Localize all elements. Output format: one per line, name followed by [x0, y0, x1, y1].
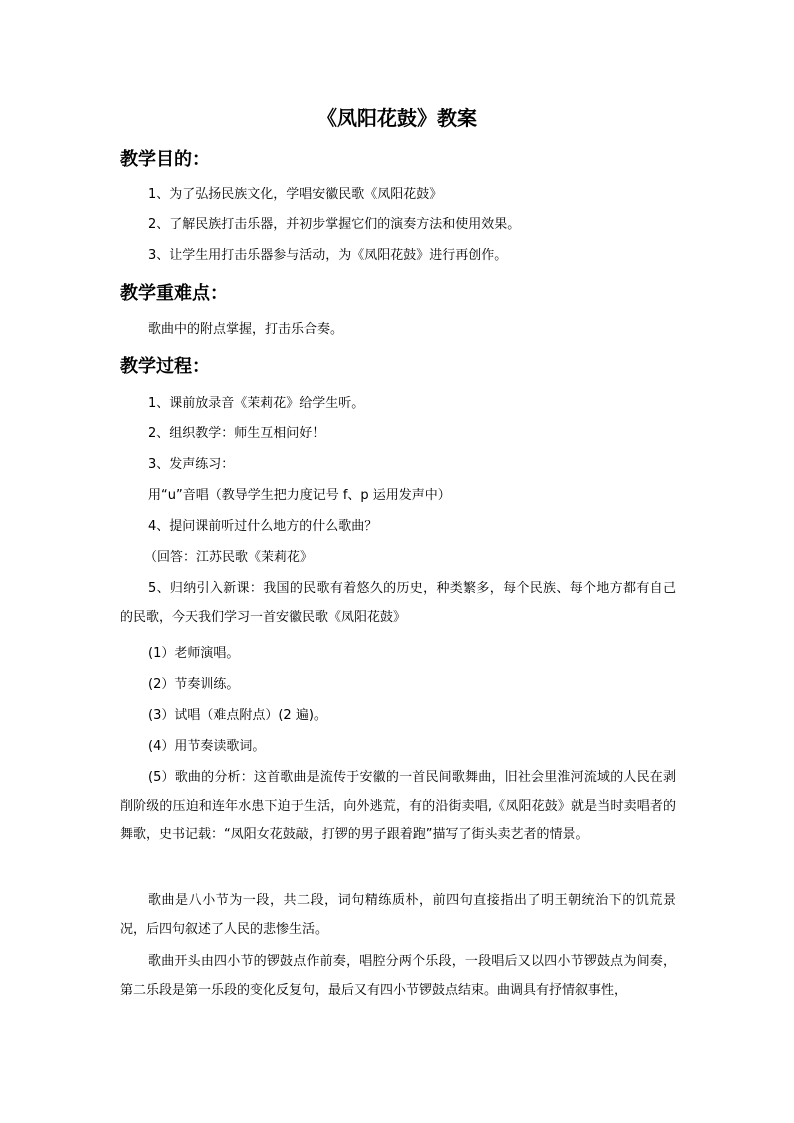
process-item-1: 1、课前放录音《茉莉花》给学生听。	[148, 396, 365, 411]
sub-step-4: (4）用节奏读歌词。	[148, 739, 266, 754]
process-heading: 教学过程：	[120, 356, 210, 377]
key-points-heading: 教学重难点：	[120, 283, 228, 304]
objectives-heading: 教学目的：	[120, 149, 210, 170]
song-form-paragraph: 歌曲开头由四小节的锣鼓点作前奏，唱腔分两个乐段，一段唱后又以四小节锣鼓点为间奏，第二乐段是第一乐段的变化反复句，最后又有四小节锣鼓点结束。曲调具有抒情叙事性，	[120, 954, 676, 998]
sub-step-2: (2）节奏训练。	[148, 677, 240, 692]
process-item-5: 5、归纳引入新课：我国的民歌有着悠久的历史，种类繁多，每个民族、每个地方都有自己的民歌，今天我们学习一首安徽民歌《凤阳花鼓》	[120, 581, 676, 625]
objective-item-2: 2、了解民族打击乐器，并初步掌握它们的演奏方法和使用效果。	[148, 217, 521, 232]
process-item-3-detail: 用“u”音唱（教导学生把力度记号 f、p 运用发声中）	[148, 488, 451, 503]
song-structure-paragraph: 歌曲是八小节为一段，共二段，词句精练质朴，前四句直接指出了明王朝统治下的饥荒景况，后四句叙述了人民的悲惨生活。	[120, 893, 676, 937]
process-item-3: 3、发声练习：	[148, 457, 235, 472]
objective-item-1: 1、为了弘扬民族文化，学唱安徽民歌《凤阳花鼓》	[148, 187, 443, 202]
song-analysis-paragraph: (5）歌曲的分析：这首歌曲是流传于安徽的一首民间歌舞曲，旧社会里淮河流域的人民在剥削阶级的压迫和连年水患下迫于生活，向外逃荒，有的沿街卖唱,《凤阳花鼓》就是当时卖唱者的舞歌，史书记载：“凤阳女花鼓敲，打锣的男子跟着跑”描写了街头卖艺者的情景。	[120, 770, 676, 842]
sub-step-1: (1）老师演唱。	[148, 646, 240, 661]
objective-item-3: 3、让学生用打击乐器参与活动，为《凤阳花鼓》进行再创作。	[148, 248, 508, 263]
process-item-4: 4、提问课前听过什么地方的什么歌曲？	[148, 519, 378, 534]
process-item-4-answer: （回答：江苏民歌《茉莉花》	[144, 550, 314, 565]
process-item-2: 2、组织教学：师生互相问好！	[148, 426, 326, 441]
document-title: 《凤阳花鼓》教案	[317, 106, 477, 130]
sub-step-3: (3）试唱（难点附点）(2 遍)。	[148, 708, 327, 723]
key-points-text: 歌曲中的附点掌握，打击乐合奏。	[148, 322, 344, 337]
